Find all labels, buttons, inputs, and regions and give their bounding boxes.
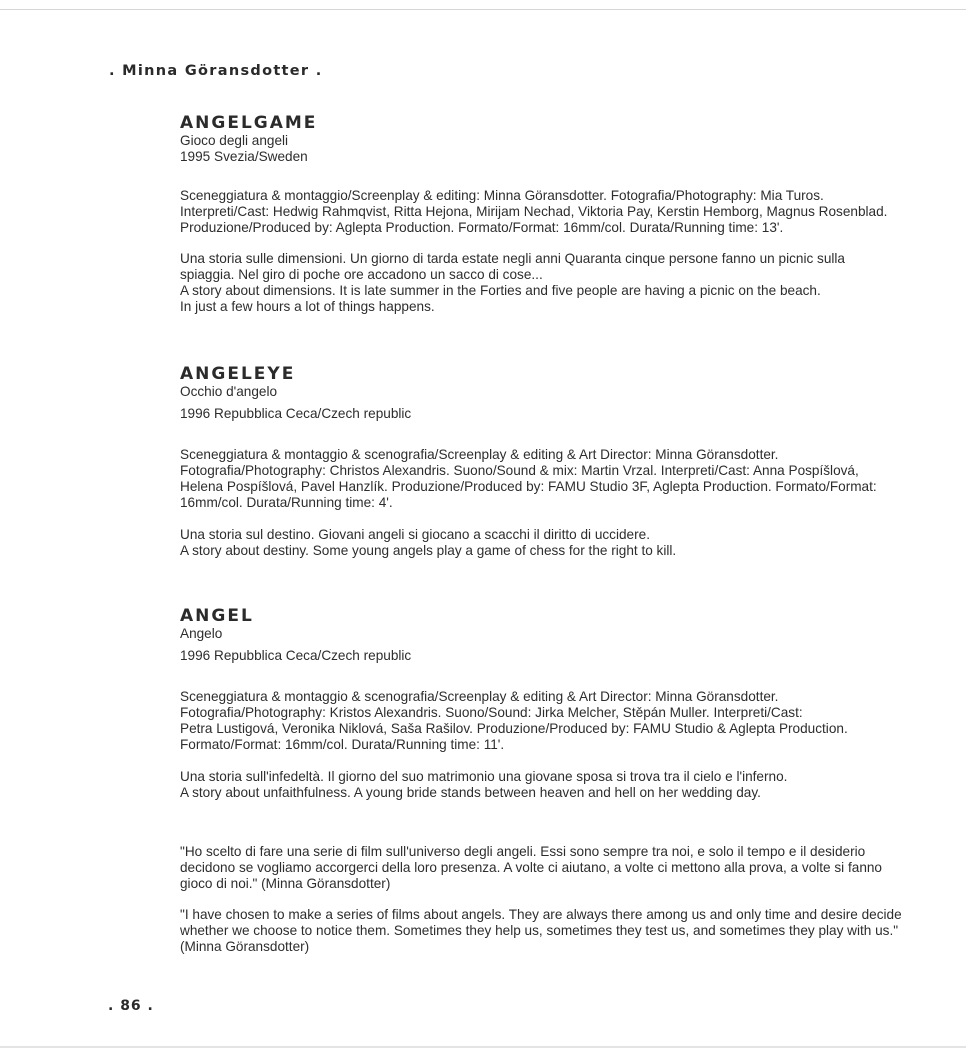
film-synopsis: [180, 251, 900, 315]
film-title: ANGEL: [180, 606, 254, 626]
film-subtitle: Angelo: [180, 626, 223, 641]
quote-line: whether we choose to notice them. Sometimes they help us, sometimes they test us, and sometimes they play with us.": [180, 923, 899, 938]
film-year-country: 1996 Repubblica Ceca/Czech republic: [180, 406, 412, 421]
film-year-country: 1996 Repubblica Ceca/Czech republic: [180, 648, 412, 663]
credits-line: Sceneggiatura & montaggio & scenografia/Screenplay & editing & Art Director: Minna Göransdotter.: [180, 447, 779, 462]
author-header: . Minna Göransdotter .: [109, 63, 323, 79]
synopsis-line: A story about unfaithfulness. A young bride stands between heaven and hell on her wedding day.: [180, 785, 761, 800]
director-quote-english: [180, 907, 900, 955]
film-credits: [180, 188, 900, 236]
credits-line: Interpreti/Cast: Hedwig Rahmqvist, Ritta Hejona, Mirijam Nechad, Viktoria Pay, Kerstin Hemborg, Magnus Rosenblad.: [180, 204, 888, 219]
synopsis-line: In just a few hours a lot of things happens.: [180, 299, 435, 314]
quote-line: "I have chosen to make a series of films about angels. They are always there among us and only time and desire decide: [180, 907, 902, 922]
synopsis-line: Una storia sull'infedeltà. Il giorno del suo matrimonio una giovane sposa si trova tra il cielo e l'inferno.: [180, 769, 788, 784]
quote-line: gioco di noi." (Minna Göransdotter): [180, 876, 391, 891]
credits-line: Helena Pospíšlová, Pavel Hanzlík. Produzione/Produced by: FAMU Studio 3F, Aglepta Production. Formato/Format:: [180, 479, 877, 494]
bottom-rule: [0, 1046, 966, 1048]
film-credits: [180, 447, 900, 511]
film-entry-angel: [180, 606, 900, 664]
credits-line: Produzione/Produced by: Aglepta Production. Formato/Format: 16mm/col. Durata/Running time: 13'.: [180, 220, 784, 235]
quote-line: decidono se vogliamo accorgerci della loro presenza. A volte ci aiutano, a volte ci mettono alla prova, a volte si fanno: [180, 860, 882, 875]
film-synopsis: [180, 769, 900, 801]
credits-line: Formato/Format: 16mm/col. Durata/Running time: 11'.: [180, 737, 505, 752]
page-number: . 86 .: [108, 998, 154, 1014]
film-entry-angelgame: [180, 113, 900, 165]
film-year-country: 1995 Svezia/Sweden: [180, 149, 308, 164]
synopsis-line: spiaggia. Nel giro di poche ore accadono un sacco di cose...: [180, 267, 543, 282]
film-synopsis: [180, 527, 900, 559]
quote-line: (Minna Göransdotter): [180, 939, 310, 954]
credits-line: Sceneggiatura & montaggio & scenografia/Screenplay & editing & Art Director: Minna Göransdotter.: [180, 689, 779, 704]
film-credits: [180, 689, 900, 753]
film-title: ANGELGAME: [180, 113, 318, 133]
film-entry-angeleye: [180, 364, 900, 422]
director-quote-italian: [180, 844, 900, 892]
top-rule: [0, 9, 966, 10]
credits-line: Sceneggiatura & montaggio/Screenplay & editing: Minna Göransdotter. Fotografia/Photography: Mia Turos.: [180, 188, 824, 203]
film-title: ANGELEYE: [180, 364, 296, 384]
synopsis-line: A story about dimensions. It is late summer in the Forties and five people are having a picnic on the beach.: [180, 283, 821, 298]
film-subtitle: Occhio d'angelo: [180, 384, 278, 399]
synopsis-line: Una storia sulle dimensioni. Un giorno di tarda estate negli anni Quaranta cinque persone fanno un picnic sulla: [180, 251, 845, 266]
synopsis-line: Una storia sul destino. Giovani angeli si giocano a scacchi il diritto di uccidere.: [180, 527, 650, 542]
credits-line: Fotografia/Photography: Kristos Alexandris. Suono/Sound: Jirka Melcher, Stěpán Muller. Interpreti/Cast:: [180, 705, 803, 720]
synopsis-line: A story about destiny. Some young angels play a game of chess for the right to kill.: [180, 543, 677, 558]
quote-line: "Ho scelto di fare una serie di film sull'universo degli angeli. Essi sono sempre tra noi, e solo il tempo e il desiderio: [180, 844, 866, 859]
credits-line: Petra Lustigová, Veronika Niklová, Saša Rašilov. Produzione/Produced by: FAMU Studio & Aglepta Production.: [180, 721, 848, 736]
credits-line: Fotografia/Photography: Christos Alexandris. Suono/Sound & mix: Martin Vrzal. Interpreti/Cast: Anna Pospíšlová,: [180, 463, 859, 478]
film-subtitle: Gioco degli angeli: [180, 133, 289, 148]
credits-line: 16mm/col. Durata/Running time: 4'.: [180, 495, 393, 510]
